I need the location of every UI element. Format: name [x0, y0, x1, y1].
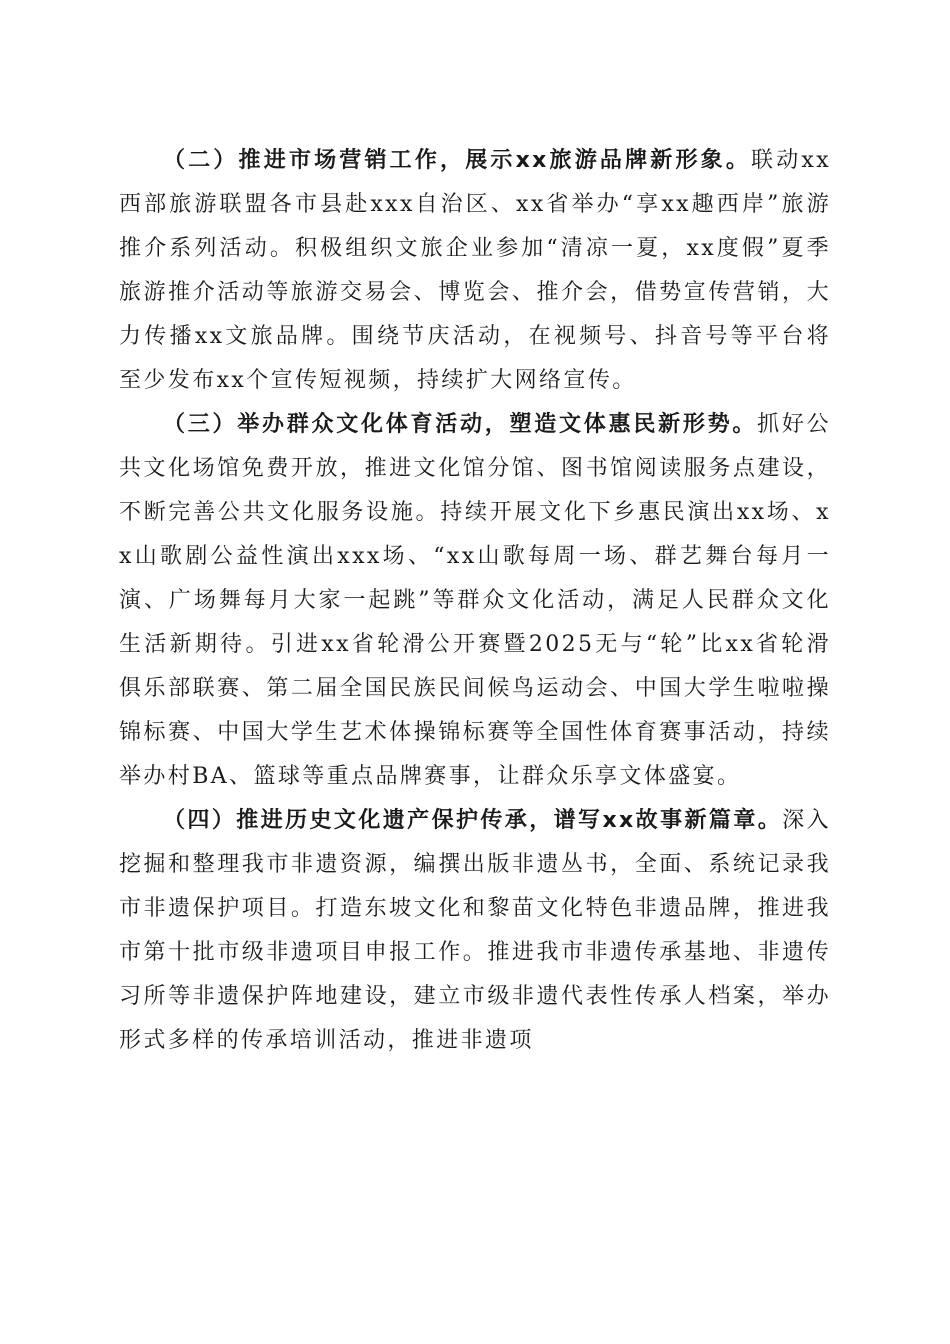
document-body [119, 139, 831, 1063]
paragraph-text: 联动xx西部旅游联盟各市县赴xxx自治区、xx省举办“享xx趣西岸”旅游推介系列活动。积极组织文旅企业参加“清凉一夏，xx度假”夏季旅游推介活动等旅游交易会、博览会、推介会，借势宣传营销，大力传播xx文旅品牌。围绕节庆活动，在视频号、抖音号等平台将至少发布xx个宣传短视频，持续扩大网络宣传。 [119, 148, 831, 393]
paragraph-heading: （二）推进市场营销工作，展示xx旅游品牌新形象。 [163, 148, 752, 173]
paragraph-text: 深入挖掘和整理我市非遗资源，编撰出版非遗丛书，全面、系统记录我市非遗保护项目。打造东坡文化和黎苗文化特色非遗品牌，推进我市第十批市级非遗项目申报工作。推进我市非遗传承基地、非遗传习所等非遗保护阵地建设，建立市级非遗代表性传承人档案，举办形式多样的传承培训活动，推进非遗项 [119, 808, 831, 1053]
paragraph-heading: （四）推进历史文化遗产保护传承，谱写xx故事新篇章。 [163, 808, 783, 833]
paragraph-text: 抓好公共文化场馆免费开放，推进文化馆分馆、图书馆阅读服务点建设，不断完善公共文化服务设施。持续开展文化下乡惠民演出xx场、xx山歌剧公益性演出xxx场、“xx山歌每周一场、群艺舞台每月一演、广场舞每月大家一起跳”等群众文化活动，满足人民群众文化生活新期待。引进xx省轮滑公开赛暨2025无与“轮”比xx省轮滑俱乐部联赛、第二届全国民族民间候鸟运动会、中国大学生啦啦操锦标赛、中国大学生艺术体操锦标赛等全国性体育赛事活动，持续举办村BA、篮球等重点品牌赛事，让群众乐享文体盛宴。 [119, 412, 832, 789]
paragraph-heritage [119, 799, 831, 1063]
paragraph-culture-sports [119, 403, 831, 799]
paragraph-heading: （三）举办群众文化体育活动，塑造文体惠民新形势。 [163, 412, 758, 437]
paragraph-marketing [119, 139, 831, 403]
